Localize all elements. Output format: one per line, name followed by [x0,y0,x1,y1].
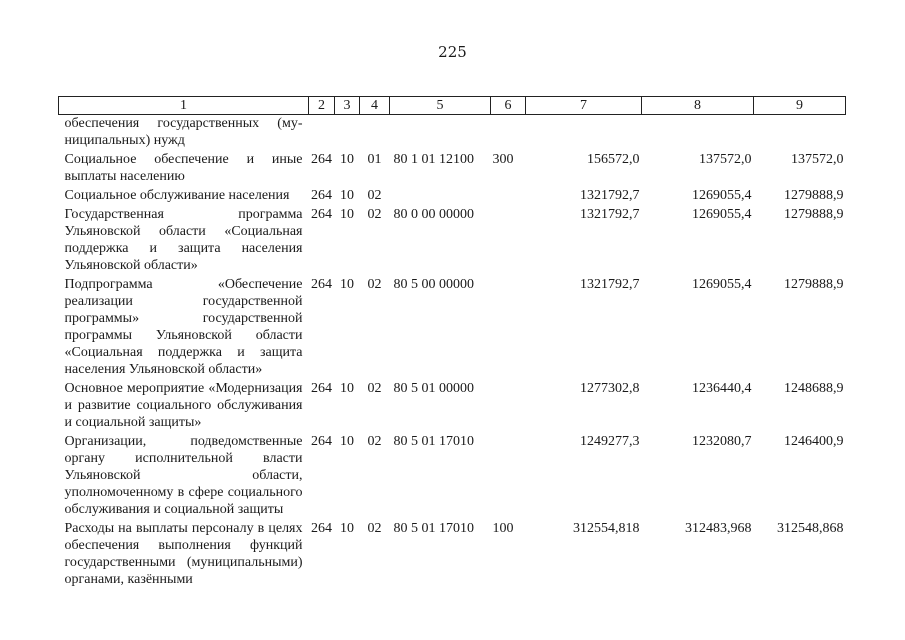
amount-col-8: 1269055,4 [692,207,752,222]
amount-col-7: 156572,0 [587,152,640,167]
table-row [59,433,846,520]
row-name: Основное мероприятие «Модернизация и развитие социального обслуживания и социальной защиты» [64,381,303,430]
amount-col-9: 1246400,9 [784,434,844,449]
column-header: 4 [360,97,390,115]
row-name: Государственная программа Ульяновской области «Социальная поддержка и защита населения Ульяновской области» [64,207,303,273]
amount-col-7: 1321792,7 [580,277,640,292]
row-name: Подпрограмма «Обеспечение реализации государственной программы» государственной программы Ульяновской области «Социальная поддержка и защита населения Ульяновской области» [64,277,303,377]
expense-type [491,187,526,206]
table-row [59,520,846,590]
table-row [59,380,846,433]
grbs-code: 264 [311,188,332,203]
amount-col-7: 1277302,8 [580,381,640,396]
subsection-code: 02 [367,207,382,222]
row-name: Расходы на выплаты персоналу в целях обеспечения выполнения функций государственными (муниципальными) органами, казёнными [64,521,303,587]
row-name: обеспечения государственных (му-ниципальных) нужд [64,116,303,148]
amount-col-9: 1279888,9 [784,207,844,222]
grbs-code [309,115,335,152]
section-code: 10 [340,188,354,203]
column-header: 2 [309,97,335,115]
subsection-code [360,115,390,152]
target-article: 80 0 00 00000 [393,207,474,222]
target-article: 80 5 00 00000 [393,277,474,292]
amount-col-9: 1279888,9 [784,277,844,292]
column-header: 1 [59,97,309,115]
amount-col-7: 1249277,3 [580,434,640,449]
amount-col-7: 1321792,7 [580,188,640,203]
table-row [59,206,846,276]
section-code: 10 [340,152,354,167]
section-code: 10 [340,207,354,222]
amount-col-8: 312483,968 [685,521,752,536]
amount-col-7: 1321792,7 [580,207,640,222]
amount-col-9: 1279888,9 [784,188,844,203]
expense-type: 300 [492,152,514,167]
column-header: 5 [390,97,491,115]
amount-col-8 [642,115,754,152]
amount-col-9: 312548,868 [777,521,844,536]
amount-col-8: 1269055,4 [692,277,752,292]
subsection-code: 02 [367,381,382,396]
row-name: Организации, подведомственные органу исполнительной власти Ульяновской области, уполномоченному в сфере социального обслуживания и социальной защиты [64,434,303,517]
section-code [335,115,360,152]
budget-table [58,96,846,590]
page-number: 225 [438,43,467,61]
expense-type [491,276,526,380]
expense-type [491,380,526,433]
expense-type [491,206,526,276]
section-code: 10 [340,434,354,449]
row-name: Социальное обслуживание населения [64,188,290,203]
subsection-code: 02 [367,521,382,536]
amount-col-7 [526,115,642,152]
header-row [59,97,846,115]
table-row [59,276,846,380]
amount-col-9: 137572,0 [791,152,844,167]
amount-col-8: 137572,0 [699,152,752,167]
grbs-code: 264 [311,277,332,292]
target-article: 80 5 01 17010 [393,521,474,536]
amount-col-8: 1269055,4 [692,188,752,203]
section-code: 10 [340,277,354,292]
subsection-code: 02 [367,188,382,203]
subsection-code: 02 [367,277,382,292]
amount-col-9 [754,115,846,152]
section-code: 10 [340,381,354,396]
expense-type: 100 [492,521,514,536]
target-article: 80 5 01 17010 [393,434,474,449]
section-code: 10 [340,521,354,536]
row-name: Социальное обеспечение и иные выплаты населению [64,152,303,184]
column-header: 7 [526,97,642,115]
grbs-code: 264 [311,381,332,396]
column-header: 6 [491,97,526,115]
column-header: 8 [642,97,754,115]
grbs-code: 264 [311,207,332,222]
amount-col-9: 1248688,9 [784,381,844,396]
grbs-code: 264 [311,152,332,167]
expense-type [491,433,526,520]
column-header: 9 [754,97,846,115]
target-article [390,115,491,152]
table-body [59,115,846,591]
grbs-code: 264 [311,521,332,536]
table-row [59,115,846,152]
target-article: 80 1 01 12100 [393,152,474,167]
target-article [390,187,491,206]
expense-type [491,115,526,152]
amount-col-7: 312554,818 [573,521,640,536]
table-header [59,97,846,115]
target-article: 80 5 01 00000 [393,381,474,396]
subsection-code: 02 [367,434,382,449]
table-row [59,151,846,187]
amount-col-8: 1236440,4 [692,381,752,396]
grbs-code: 264 [311,434,332,449]
amount-col-8: 1232080,7 [692,434,752,449]
table-row [59,187,846,206]
column-header: 3 [335,97,360,115]
subsection-code: 01 [367,152,382,167]
